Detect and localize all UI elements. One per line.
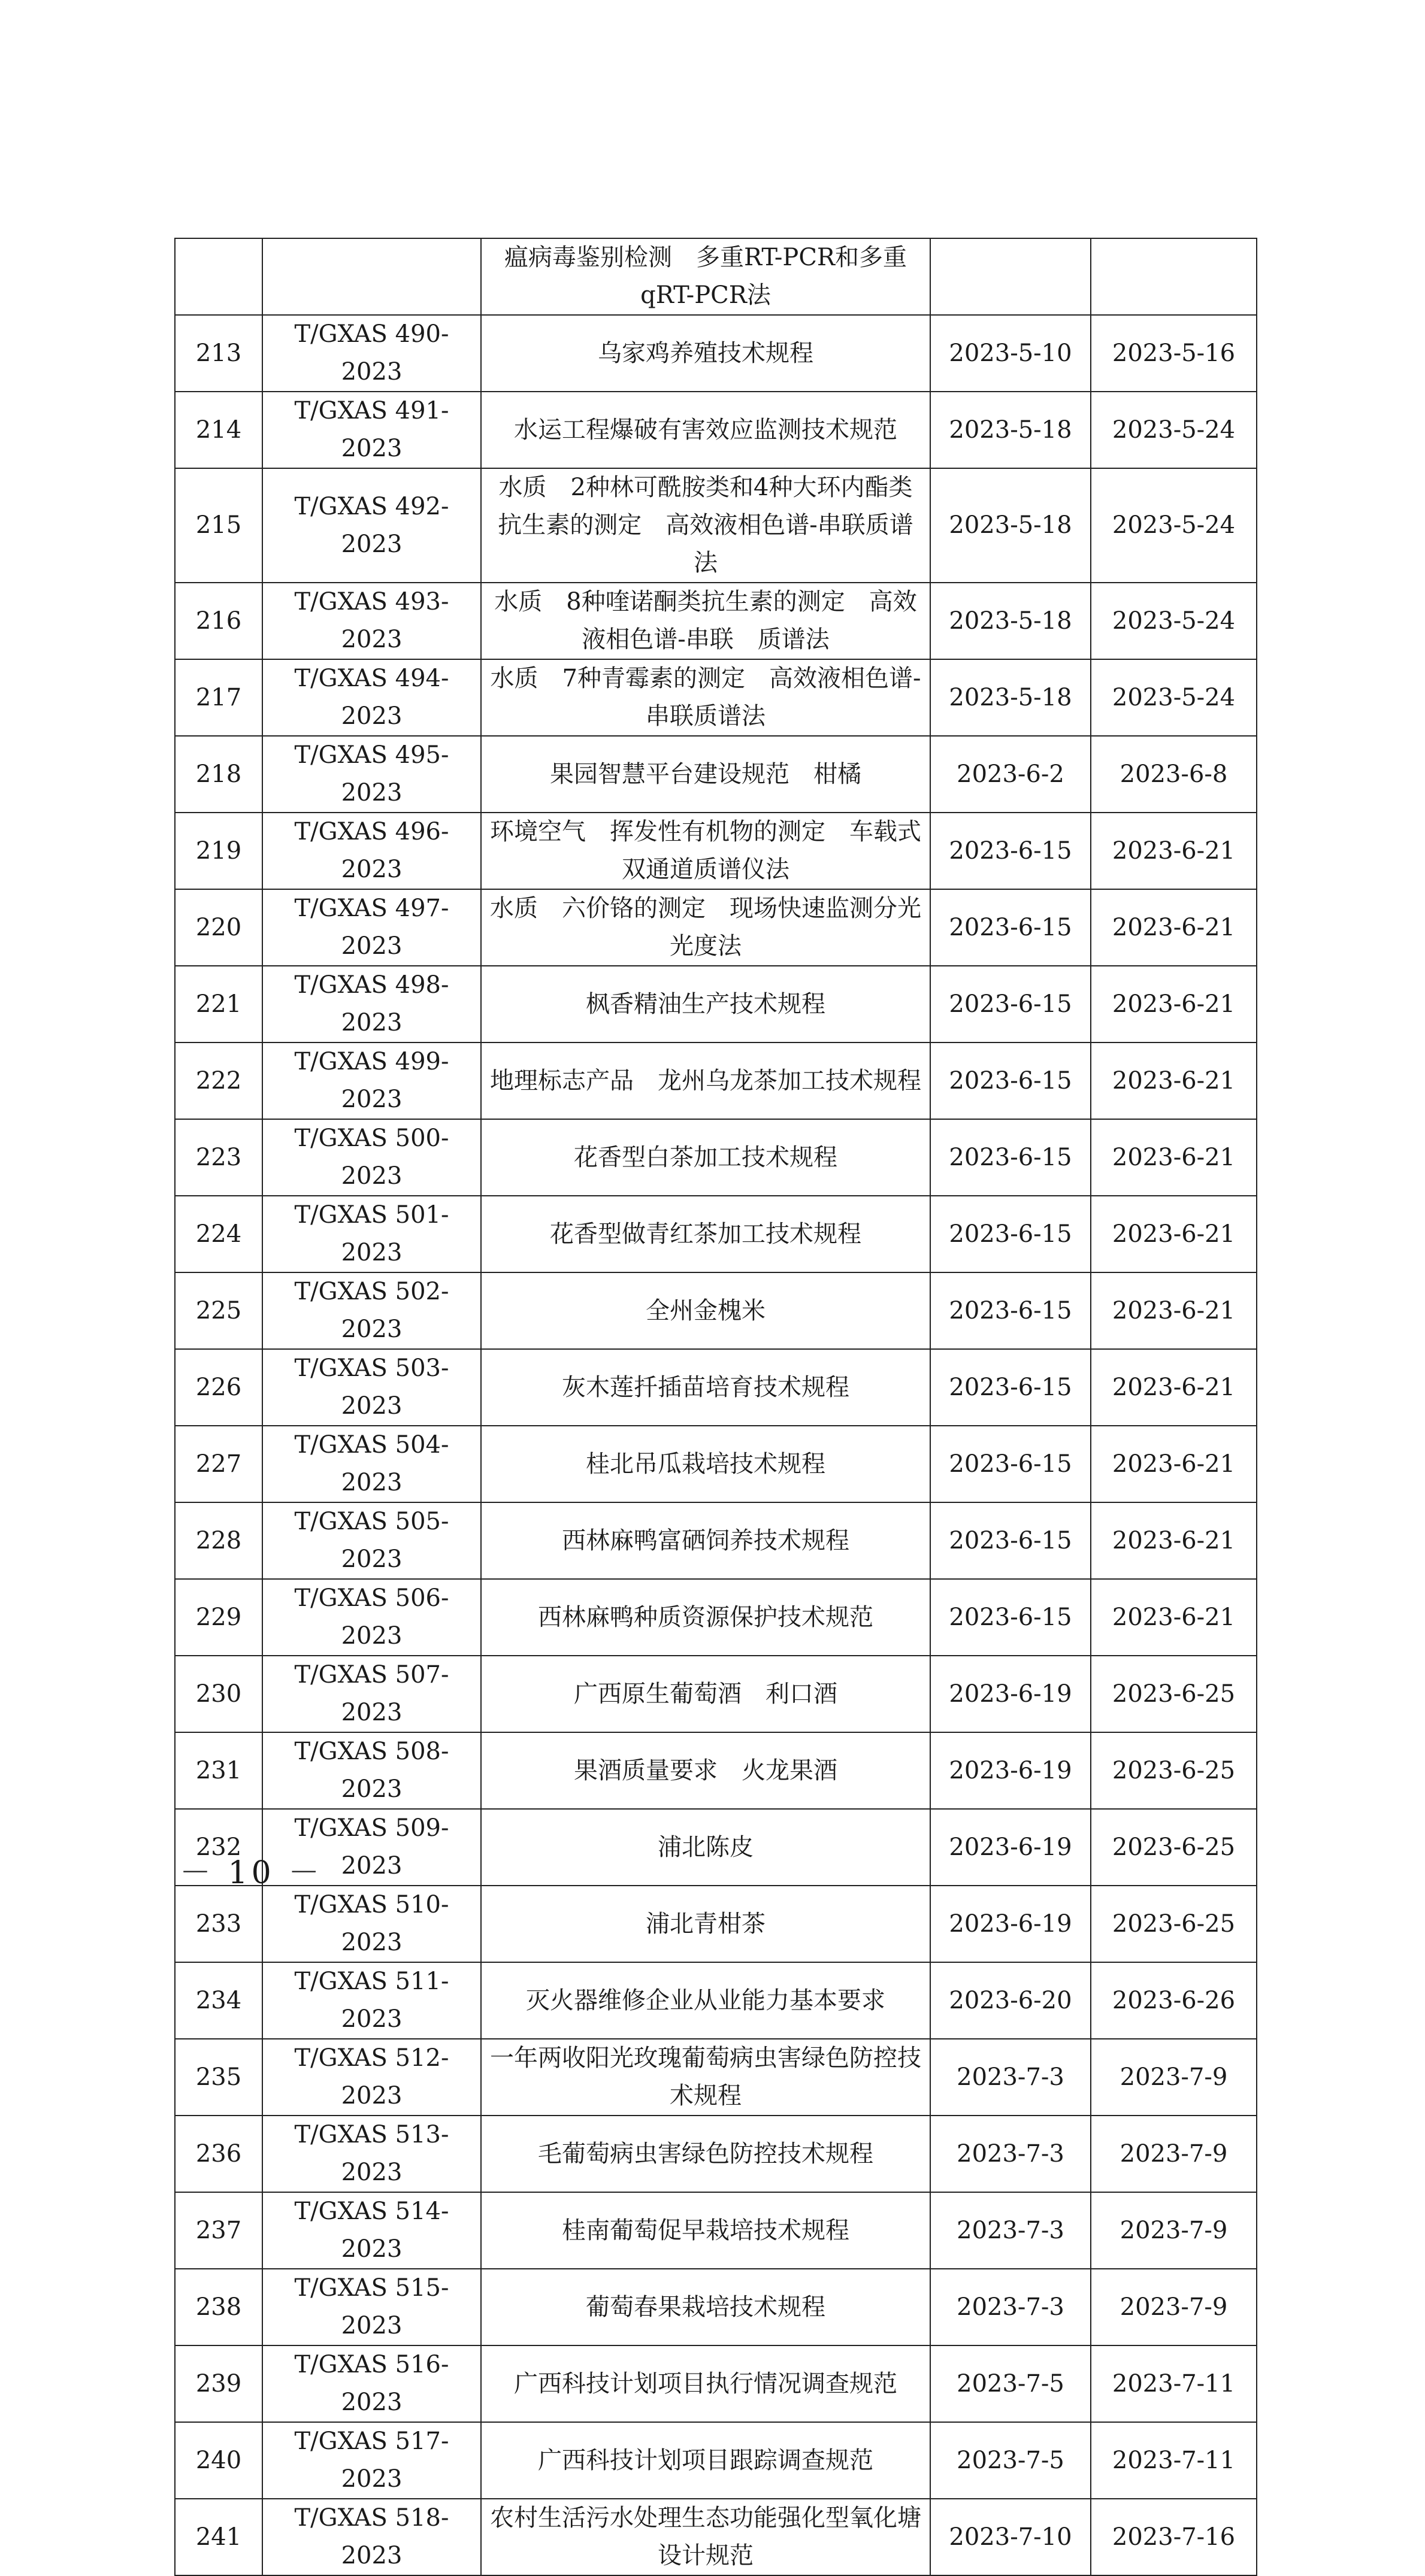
- approval-date-cell: 2023-5-18: [930, 392, 1091, 468]
- table-row: [175, 2269, 1257, 2345]
- standard-code-cell: T/GXAS 500-2023: [262, 1119, 481, 1196]
- row-number-cell: 222: [175, 1042, 262, 1119]
- row-number-cell: 233: [175, 1886, 262, 1962]
- row-number-cell: 227: [175, 1426, 262, 1502]
- approval-date-cell: 2023-7-10: [930, 2499, 1091, 2575]
- release-date-cell: 2023-7-9: [1091, 2269, 1257, 2345]
- approval-date-cell: 2023-7-5: [930, 2422, 1091, 2499]
- row-number-cell: 232: [175, 1809, 262, 1886]
- table-row: [175, 1732, 1257, 1809]
- release-date-cell: 2023-6-25: [1091, 1886, 1257, 1962]
- standard-code-cell: T/GXAS 498-2023: [262, 966, 481, 1042]
- table-row: [175, 1426, 1257, 1502]
- approval-date-cell: 2023-6-2: [930, 736, 1091, 813]
- standard-title-cell: 广西原生葡萄酒 利口酒: [481, 1656, 930, 1732]
- approval-date-cell: 2023-6-15: [930, 1579, 1091, 1656]
- standard-code-cell: T/GXAS 494-2023: [262, 659, 481, 736]
- standard-code-cell: T/GXAS 514-2023: [262, 2192, 481, 2269]
- row-number-cell: 217: [175, 659, 262, 736]
- standard-title-cell: 果酒质量要求 火龙果酒: [481, 1732, 930, 1809]
- standard-code-cell: T/GXAS 502-2023: [262, 1272, 481, 1349]
- approval-date-cell: 2023-6-15: [930, 1042, 1091, 1119]
- approval-date-cell: 2023-6-15: [930, 966, 1091, 1042]
- release-date-cell: [1091, 238, 1257, 315]
- table-body: [175, 238, 1257, 2575]
- row-number-cell: 230: [175, 1656, 262, 1732]
- release-date-cell: 2023-6-21: [1091, 813, 1257, 889]
- table-row: [175, 2499, 1257, 2575]
- table-row: [175, 315, 1257, 392]
- row-number-cell: 236: [175, 2116, 262, 2192]
- release-date-cell: 2023-6-21: [1091, 1502, 1257, 1579]
- row-number-cell: 216: [175, 583, 262, 659]
- release-date-cell: 2023-7-9: [1091, 2039, 1257, 2116]
- release-date-cell: 2023-6-21: [1091, 1579, 1257, 1656]
- table-row: [175, 1502, 1257, 1579]
- approval-date-cell: 2023-6-19: [930, 1732, 1091, 1809]
- standard-title-cell: 灭火器维修企业从业能力基本要求: [481, 1962, 930, 2039]
- row-number-cell: 240: [175, 2422, 262, 2499]
- standard-title-cell: 西林麻鸭种质资源保护技术规范: [481, 1579, 930, 1656]
- standard-code-cell: T/GXAS 505-2023: [262, 1502, 481, 1579]
- row-number-cell: 224: [175, 1196, 262, 1272]
- standard-title-cell: 水运工程爆破有害效应监测技术规范: [481, 392, 930, 468]
- release-date-cell: 2023-6-25: [1091, 1732, 1257, 1809]
- standard-title-cell: 花香型做青红茶加工技术规程: [481, 1196, 930, 1272]
- row-number-cell: 214: [175, 392, 262, 468]
- table-row: [175, 1962, 1257, 2039]
- standard-code-cell: T/GXAS 516-2023: [262, 2345, 481, 2422]
- table-row: [175, 2422, 1257, 2499]
- approval-date-cell: 2023-7-5: [930, 2345, 1091, 2422]
- standard-code-cell: [262, 238, 481, 315]
- approval-date-cell: 2023-6-19: [930, 1809, 1091, 1886]
- table-row: [175, 1656, 1257, 1732]
- row-number-cell: 223: [175, 1119, 262, 1196]
- table-row: [175, 2345, 1257, 2422]
- table-row: [175, 813, 1257, 889]
- row-number-cell: 234: [175, 1962, 262, 2039]
- row-number-cell: 229: [175, 1579, 262, 1656]
- row-number-cell: 219: [175, 813, 262, 889]
- approval-date-cell: 2023-6-19: [930, 1656, 1091, 1732]
- standard-title-cell: 葡萄春果栽培技术规程: [481, 2269, 930, 2345]
- release-date-cell: 2023-6-21: [1091, 1272, 1257, 1349]
- approval-date-cell: 2023-7-3: [930, 2269, 1091, 2345]
- approval-date-cell: 2023-6-15: [930, 1502, 1091, 1579]
- standard-code-cell: T/GXAS 510-2023: [262, 1886, 481, 1962]
- release-date-cell: 2023-6-21: [1091, 1349, 1257, 1426]
- release-date-cell: 2023-6-8: [1091, 736, 1257, 813]
- table-row: [175, 1042, 1257, 1119]
- row-number-cell: 228: [175, 1502, 262, 1579]
- row-number-cell: 241: [175, 2499, 262, 2575]
- release-date-cell: 2023-7-11: [1091, 2422, 1257, 2499]
- table-row: [175, 583, 1257, 659]
- release-date-cell: 2023-5-24: [1091, 659, 1257, 736]
- release-date-cell: 2023-5-24: [1091, 583, 1257, 659]
- release-date-cell: 2023-7-9: [1091, 2116, 1257, 2192]
- release-date-cell: 2023-5-24: [1091, 392, 1257, 468]
- table-row: [175, 659, 1257, 736]
- release-date-cell: 2023-6-25: [1091, 1809, 1257, 1886]
- standard-code-cell: T/GXAS 490-2023: [262, 315, 481, 392]
- approval-date-cell: 2023-6-15: [930, 813, 1091, 889]
- standard-code-cell: T/GXAS 507-2023: [262, 1656, 481, 1732]
- standard-title-cell: 水质 8种喹诺酮类抗生素的测定 高效液相色谱-串联 质谱法: [481, 583, 930, 659]
- release-date-cell: 2023-6-21: [1091, 1196, 1257, 1272]
- standard-code-cell: T/GXAS 512-2023: [262, 2039, 481, 2116]
- standard-title-cell: 乌家鸡养殖技术规程: [481, 315, 930, 392]
- row-number-cell: 226: [175, 1349, 262, 1426]
- standard-code-cell: T/GXAS 499-2023: [262, 1042, 481, 1119]
- table-row: [175, 238, 1257, 315]
- table-row: [175, 1349, 1257, 1426]
- row-number-cell: 231: [175, 1732, 262, 1809]
- table-row: [175, 1196, 1257, 1272]
- standard-title-cell: 花香型白茶加工技术规程: [481, 1119, 930, 1196]
- standard-title-cell: 农村生活污水处理生态功能强化型氧化塘设计规范: [481, 2499, 930, 2575]
- standard-code-cell: T/GXAS 506-2023: [262, 1579, 481, 1656]
- table-row: [175, 468, 1257, 583]
- standard-title-cell: 桂北吊瓜栽培技术规程: [481, 1426, 930, 1502]
- table-row: [175, 1272, 1257, 1349]
- release-date-cell: 2023-7-11: [1091, 2345, 1257, 2422]
- standard-title-cell: 水质 六价铬的测定 现场快速监测分光光度法: [481, 889, 930, 966]
- table-row: [175, 736, 1257, 813]
- table-row: [175, 1886, 1257, 1962]
- standard-title-cell: 地理标志产品 龙州乌龙茶加工技术规程: [481, 1042, 930, 1119]
- approval-date-cell: 2023-5-10: [930, 315, 1091, 392]
- row-number-cell: 235: [175, 2039, 262, 2116]
- approval-date-cell: 2023-6-15: [930, 1426, 1091, 1502]
- release-date-cell: 2023-7-16: [1091, 2499, 1257, 2575]
- standard-title-cell: 环境空气 挥发性有机物的测定 车载式双通道质谱仪法: [481, 813, 930, 889]
- standard-title-cell: 灰木莲扦插苗培育技术规程: [481, 1349, 930, 1426]
- standard-title-cell: 浦北陈皮: [481, 1809, 930, 1886]
- release-date-cell: 2023-6-21: [1091, 889, 1257, 966]
- approval-date-cell: [930, 238, 1091, 315]
- row-number-cell: [175, 238, 262, 315]
- approval-date-cell: 2023-7-3: [930, 2039, 1091, 2116]
- standard-title-cell: 浦北青柑茶: [481, 1886, 930, 1962]
- standards-table: [174, 238, 1257, 2576]
- standard-code-cell: T/GXAS 495-2023: [262, 736, 481, 813]
- table-row: [175, 392, 1257, 468]
- release-date-cell: 2023-6-26: [1091, 1962, 1257, 2039]
- standard-title-cell: 瘟病毒鉴别检测 多重RT-PCR和多重qRT-PCR法: [481, 238, 930, 315]
- standard-title-cell: 水质 7种青霉素的测定 高效液相色谱-串联质谱法: [481, 659, 930, 736]
- standard-code-cell: T/GXAS 491-2023: [262, 392, 481, 468]
- release-date-cell: 2023-7-9: [1091, 2192, 1257, 2269]
- row-number-cell: 215: [175, 468, 262, 583]
- row-number-cell: 239: [175, 2345, 262, 2422]
- standard-title-cell: 毛葡萄病虫害绿色防控技术规程: [481, 2116, 930, 2192]
- standard-code-cell: T/GXAS 518-2023: [262, 2499, 481, 2575]
- approval-date-cell: 2023-6-15: [930, 1349, 1091, 1426]
- row-number-cell: 238: [175, 2269, 262, 2345]
- table-row: [175, 2039, 1257, 2116]
- row-number-cell: 237: [175, 2192, 262, 2269]
- release-date-cell: 2023-6-21: [1091, 966, 1257, 1042]
- approval-date-cell: 2023-7-3: [930, 2192, 1091, 2269]
- table-row: [175, 2192, 1257, 2269]
- row-number-cell: 221: [175, 966, 262, 1042]
- page-number: － 10 －: [180, 1855, 323, 1891]
- approval-date-cell: 2023-6-15: [930, 1119, 1091, 1196]
- row-number-cell: 218: [175, 736, 262, 813]
- standard-title-cell: 水质 2种林可酰胺类和4种大环内酯类抗生素的测定 高效液相色谱-串联质谱法: [481, 468, 930, 583]
- standard-code-cell: T/GXAS 508-2023: [262, 1732, 481, 1809]
- approval-date-cell: 2023-5-18: [930, 468, 1091, 583]
- standard-code-cell: T/GXAS 501-2023: [262, 1196, 481, 1272]
- standard-title-cell: 一年两收阳光玫瑰葡萄病虫害绿色防控技术规程: [481, 2039, 930, 2116]
- approval-date-cell: 2023-6-19: [930, 1886, 1091, 1962]
- standard-code-cell: T/GXAS 509-2023: [262, 1809, 481, 1886]
- table-row: [175, 1119, 1257, 1196]
- standard-title-cell: 广西科技计划项目执行情况调查规范: [481, 2345, 930, 2422]
- release-date-cell: 2023-6-21: [1091, 1042, 1257, 1119]
- standard-code-cell: T/GXAS 513-2023: [262, 2116, 481, 2192]
- standard-code-cell: T/GXAS 496-2023: [262, 813, 481, 889]
- approval-date-cell: 2023-6-15: [930, 889, 1091, 966]
- standard-code-cell: T/GXAS 503-2023: [262, 1349, 481, 1426]
- row-number-cell: 213: [175, 315, 262, 392]
- release-date-cell: 2023-5-16: [1091, 315, 1257, 392]
- row-number-cell: 225: [175, 1272, 262, 1349]
- table-row: [175, 1809, 1257, 1886]
- release-date-cell: 2023-6-21: [1091, 1426, 1257, 1502]
- standard-title-cell: 全州金槐米: [481, 1272, 930, 1349]
- approval-date-cell: 2023-5-18: [930, 659, 1091, 736]
- standard-code-cell: T/GXAS 515-2023: [262, 2269, 481, 2345]
- table-row: [175, 966, 1257, 1042]
- table-row: [175, 889, 1257, 966]
- release-date-cell: 2023-6-25: [1091, 1656, 1257, 1732]
- standard-code-cell: T/GXAS 504-2023: [262, 1426, 481, 1502]
- standard-code-cell: T/GXAS 493-2023: [262, 583, 481, 659]
- table-row: [175, 2116, 1257, 2192]
- standard-title-cell: 果园智慧平台建设规范 柑橘: [481, 736, 930, 813]
- table-row: [175, 1579, 1257, 1656]
- standard-code-cell: T/GXAS 511-2023: [262, 1962, 481, 2039]
- standard-title-cell: 广西科技计划项目跟踪调查规范: [481, 2422, 930, 2499]
- standard-title-cell: 西林麻鸭富硒饲养技术规程: [481, 1502, 930, 1579]
- release-date-cell: 2023-6-21: [1091, 1119, 1257, 1196]
- approval-date-cell: 2023-7-3: [930, 2116, 1091, 2192]
- standard-code-cell: T/GXAS 492-2023: [262, 468, 481, 583]
- release-date-cell: 2023-5-24: [1091, 468, 1257, 583]
- approval-date-cell: 2023-6-20: [930, 1962, 1091, 2039]
- approval-date-cell: 2023-6-15: [930, 1196, 1091, 1272]
- approval-date-cell: 2023-5-18: [930, 583, 1091, 659]
- standard-code-cell: T/GXAS 497-2023: [262, 889, 481, 966]
- standard-title-cell: 桂南葡萄促早栽培技术规程: [481, 2192, 930, 2269]
- standard-code-cell: T/GXAS 517-2023: [262, 2422, 481, 2499]
- approval-date-cell: 2023-6-15: [930, 1272, 1091, 1349]
- row-number-cell: 220: [175, 889, 262, 966]
- standard-title-cell: 枫香精油生产技术规程: [481, 966, 930, 1042]
